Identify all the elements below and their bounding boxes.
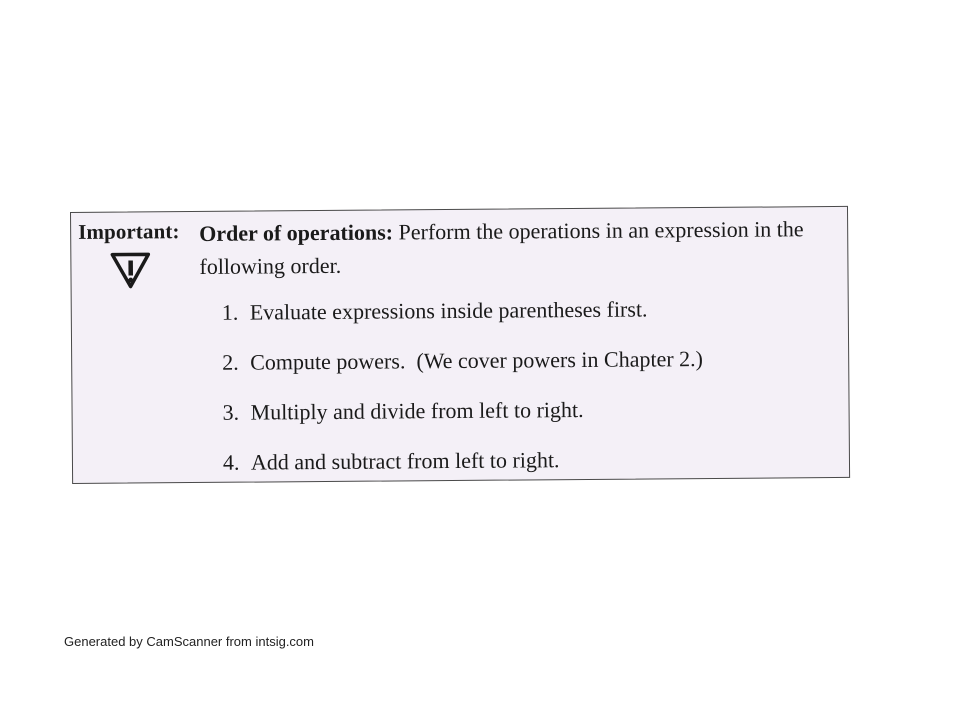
important-note-box xyxy=(70,206,850,484)
order-of-operations-heading xyxy=(199,212,839,283)
important-label: Important: xyxy=(78,219,180,244)
step-number: 2. xyxy=(222,349,239,375)
step-number: 4. xyxy=(222,449,240,475)
step-number: 1. xyxy=(221,299,239,325)
steps-list xyxy=(222,296,704,500)
heading-text: Perform the operations in an expression in the following order. xyxy=(199,216,804,279)
heading-title: Order of operations: xyxy=(199,219,394,246)
step-text: Multiply and divide from left to right. xyxy=(250,396,584,425)
list-item xyxy=(222,346,703,400)
scanner-footer: Generated by CamScanner from intsig.com xyxy=(64,634,314,649)
step-number: 3. xyxy=(222,399,240,425)
step-text: Compute powers. (We cover powers in Chapter 2.) xyxy=(250,346,704,375)
list-item xyxy=(222,296,703,350)
step-text: Add and subtract from left to right. xyxy=(250,447,560,475)
warning-triangle-icon xyxy=(109,250,151,290)
step-text: Evaluate expressions inside parentheses first. xyxy=(249,296,648,325)
list-item xyxy=(223,446,704,500)
list-item xyxy=(222,396,703,450)
